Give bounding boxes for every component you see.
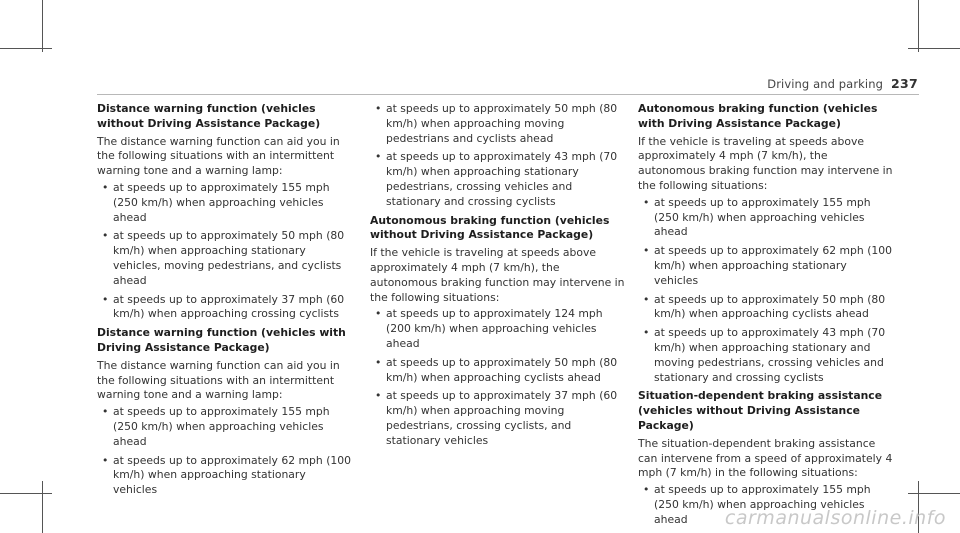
text-column-3 <box>638 102 894 532</box>
paragraph: The distance warning function can aid you in the following situations with an intermittent warning tone and a warning lamp: <box>97 134 340 178</box>
page-header <box>767 76 918 91</box>
list-item: • at speeds up to approximately 155 mph (250 km/h) when approaching vehicles ahead <box>638 483 894 527</box>
crop-mark <box>908 48 960 49</box>
section-heading: Autonomous braking function (vehicles without Driving Assistance Package) <box>370 213 610 242</box>
header-rule <box>97 94 919 95</box>
page-number: 237 <box>891 76 918 91</box>
section-heading: Autonomous braking function (vehicles with Driving Assistance Package) <box>638 102 878 130</box>
crop-mark <box>908 493 960 494</box>
list-item: • at speeds up to approximately 155 mph (250 km/h) when approaching vehicles ahead <box>97 405 352 449</box>
section-title: Driving and parking <box>767 77 883 91</box>
list-item: • at speeds up to approximately 37 mph (60 km/h) when approaching moving pedestrians, crossing cyclists, and stationary vehicles <box>370 389 626 448</box>
text-column-2 <box>370 102 626 453</box>
paragraph: The distance warning function can aid you in the following situations with an intermittent warning tone and a warning lamp: <box>97 358 340 402</box>
bullet-list <box>97 405 352 498</box>
paragraph: If the vehicle is traveling at speeds above approximately 4 mph (7 km/h), the autonomous braking function may intervene in the following situations: <box>638 134 893 192</box>
list-item: • at speeds up to approximately 37 mph (60 km/h) when approaching crossing cyclists <box>97 293 352 323</box>
crop-mark <box>42 0 43 52</box>
list-item: • at speeds up to approximately 62 mph (100 km/h) when approaching stationary vehicles <box>97 454 352 498</box>
bullet-list <box>370 102 626 210</box>
text-column-1 <box>97 102 352 502</box>
list-item: • at speeds up to approximately 155 mph (250 km/h) when approaching vehicles ahead <box>638 196 894 240</box>
list-item: • at speeds up to approximately 50 mph (80 km/h) when approaching stationary vehicles, moving pedestrians, and cyclists ahead <box>97 229 352 288</box>
section-heading: Distance warning function (vehicles with Driving Assistance Package) <box>97 326 346 354</box>
crop-mark <box>0 493 52 494</box>
watermark: carmanualsonline.info <box>724 507 946 529</box>
crop-mark <box>42 481 43 533</box>
paragraph: If the vehicle is traveling at speeds above approximately 4 mph (7 km/h), the autonomous braking function may intervene in the following situations: <box>370 246 625 304</box>
crop-mark <box>0 48 52 49</box>
bullet-list <box>97 181 352 322</box>
list-item: • at speeds up to approximately 43 mph (70 km/h) when approaching stationary pedestrians, crossing vehicles and stationary and crossing cyclists <box>370 150 626 209</box>
list-item: • at speeds up to approximately 50 mph (80 km/h) when approaching cyclists ahead <box>370 356 626 386</box>
list-item: • at speeds up to approximately 124 mph (200 km/h) when approaching vehicles ahead <box>370 307 626 351</box>
list-item: • at speeds up to approximately 50 mph (80 km/h) when approaching cyclists ahead <box>638 293 894 323</box>
list-item: • at speeds up to approximately 62 mph (100 km/h) when approaching stationary vehicles <box>638 244 894 288</box>
list-item: • at speeds up to approximately 50 mph (80 km/h) when approaching moving pedestrians and cyclists ahead <box>370 102 626 146</box>
paragraph: The situation-dependent braking assistance can intervene from a speed of approximately 4 mph (7 km/h) in the following situations: <box>638 436 893 480</box>
section-heading: Situation-dependent braking assistance (vehicles without Driving Assistance Package) <box>638 389 883 432</box>
list-item: • at speeds up to approximately 155 mph (250 km/h) when approaching vehicles ahead <box>97 181 352 225</box>
section-heading: Distance warning function (vehicles without Driving Assistance Package) <box>97 102 321 130</box>
bullet-list <box>370 307 626 448</box>
list-item: • at speeds up to approximately 43 mph (70 km/h) when approaching stationary and moving pedestrians, crossing vehicles and stationary and crossing cyclists <box>638 326 894 385</box>
bullet-list <box>638 196 894 386</box>
crop-mark <box>918 0 919 52</box>
